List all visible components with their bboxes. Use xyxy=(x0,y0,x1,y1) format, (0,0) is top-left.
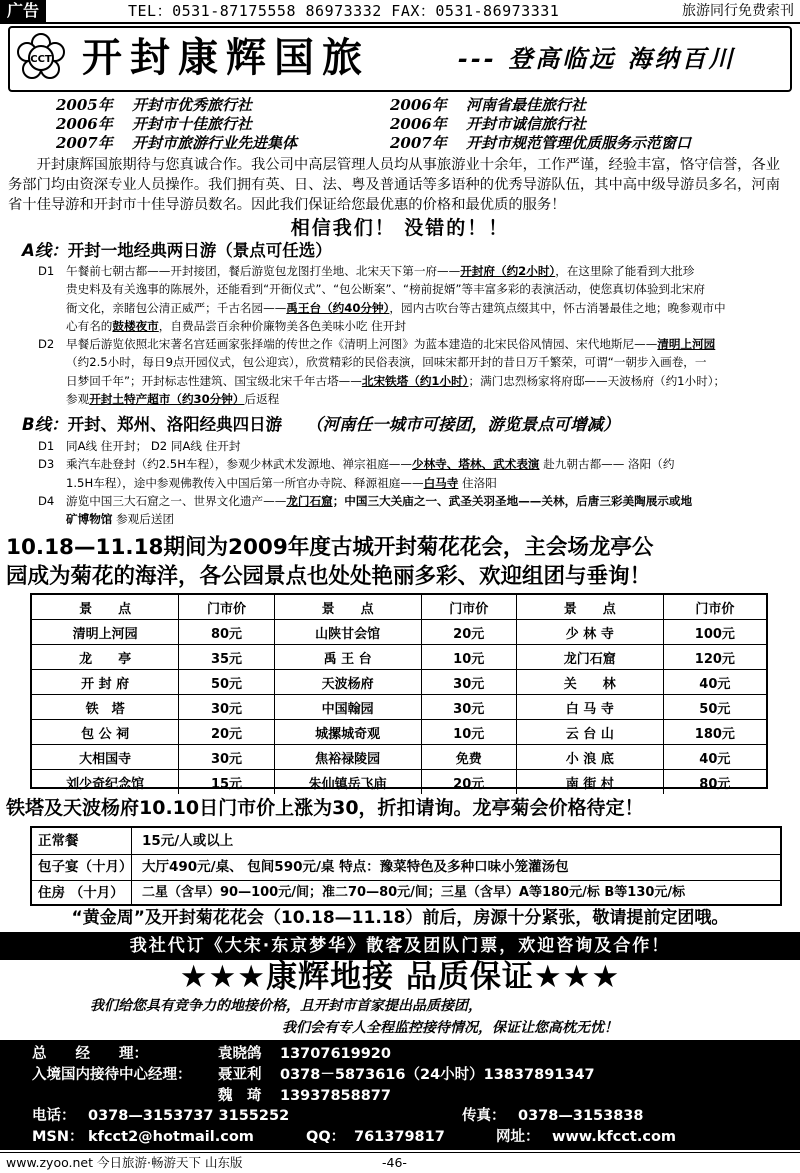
quality-line-2: 我们会有专人全程监控接待情况，保证让您高枕无忧！ xyxy=(282,1020,618,1036)
column-header: 门市价 xyxy=(421,595,516,620)
table-row xyxy=(32,745,766,770)
footer-site: www.zyoo.net 今日旅游·畅游天下 山东版 xyxy=(6,1155,243,1170)
table-cell: 山陕甘会馆 xyxy=(274,620,421,645)
chrysanthemum-line-1: 10.18—11.18期间为2009年度古城开封菊花花会，主会场龙亭公 xyxy=(6,535,654,560)
table-cell: 35元 xyxy=(179,645,274,670)
table-cell: 80元 xyxy=(179,620,274,645)
ad-tag: 广告 xyxy=(0,0,46,22)
meal-value: 15元/人或以上 xyxy=(142,833,234,849)
column-header: 门市价 xyxy=(663,595,766,620)
table-cell: 禹 王 台 xyxy=(274,645,421,670)
banquet-label: 包子宴（十月） xyxy=(32,854,132,880)
itinerary-row: 1.5H车程），途中参观佛教传入中国后第一所官办寺院、释源祖庭——白马寺 住洛阳 xyxy=(66,475,497,490)
itinerary-row: D3 乘汽车赴登封（约2.5H车程），参观少林武术发源地、禅宗祖庭——少林寺、塔林、武术表演 赴九朝古都—— 洛阳（约 xyxy=(38,457,675,472)
fax-label: 传真： xyxy=(462,1108,506,1124)
itinerary-row: 贵史料及有关逸事的陈展外，还能看到“开衙仪式”、“包公断案”、“榜前捉婿”等丰富多彩的表演活动，使您真切体验到北宋府 xyxy=(66,282,705,297)
table-cell: 50元 xyxy=(663,695,766,720)
center-label: 入境国内接待中心经理： xyxy=(32,1067,192,1083)
table-cell: 包 公 祠 xyxy=(32,720,179,745)
contact-block xyxy=(0,1040,800,1150)
agency-ticket-band: 我社代订《大宋·东京梦华》散客及团队门票，欢迎咨询及合作！ xyxy=(0,932,800,960)
msn-value[interactable]: kfcct2@hotmail.com xyxy=(88,1129,254,1145)
table-cell: 40元 xyxy=(663,670,766,695)
table-cell: 龙门石窟 xyxy=(516,645,663,670)
honor-item: 2007年 开封市旅游行业先进集体 xyxy=(56,134,298,152)
itinerary-row: D2 早餐后游览依照北宋著名宫廷画家张择端的传世之作《清明上河图》为蓝本建造的北宋民俗风情园、宋代地斯尼——清明上河园 xyxy=(38,337,716,352)
table-cell: 30元 xyxy=(179,695,274,720)
table-cell: 开 封 府 xyxy=(32,670,179,695)
itinerary-row: D1 同A线 住开封； D2 同A线 住开封 xyxy=(38,439,241,453)
table-cell: 180元 xyxy=(663,720,766,745)
route-a-itinerary xyxy=(38,262,794,408)
column-header: 景 点 xyxy=(516,595,663,620)
table-row xyxy=(32,620,766,645)
website-link[interactable]: www.kfcct.com xyxy=(552,1129,677,1145)
route-b-itinerary xyxy=(38,437,794,528)
itinerary-row: D4 游览中国三大石窟之一、世界文化遗产——龙门石窟；中国三大关庙之一、武圣关羽圣地——关林，后唐三彩美陶展示或地 xyxy=(38,493,693,508)
slogan: --- 登高临远 海纳百川 xyxy=(458,45,736,73)
chrysanthemum-line-2: 园成为菊花的海洋，各公园景点也处处艳丽多彩、欢迎组团与垂询！ xyxy=(6,564,652,589)
tel-fax-line: TEL：0531-87175558 86973332 FAX：0531-86973331 xyxy=(128,2,560,20)
intro-paragraph: 开封康辉国旅期待与您真诚合作。我公司中高层管理人员均从事旅游业十余年，工作严谨，经验丰富，恪守信誉，各业务部门均由资深专业人员操作。我们拥有英、日、法、粤及普通话等多语种的优秀导游队伍，其中高中级导游员多名，河南省十佳导游和开封市十佳导游员数名。因此我们保证给您最优惠的价格和最优质的服务！ xyxy=(8,157,781,213)
table-cell: 50元 xyxy=(179,670,274,695)
honor-item: 2006年 河南省最佳旅行社 xyxy=(390,96,587,114)
table-header-row xyxy=(32,595,766,620)
table-cell: 30元 xyxy=(421,695,516,720)
table-cell: 焦裕禄陵园 xyxy=(274,745,421,770)
itinerary-row: 衙文化，亲睹包公清正威严；千古名园——禹王台（约40分钟），园内古吹台等古建筑点缀其中，怀古消暑最佳之地；晚参观市中 xyxy=(66,300,726,315)
column-header: 门市价 xyxy=(179,595,274,620)
table-cell: 清明上河园 xyxy=(32,620,179,645)
page-number: -46- xyxy=(382,1155,407,1170)
lodging-label: 住房 （十月） xyxy=(32,880,132,906)
table-cell: 10元 xyxy=(421,720,516,745)
table-cell: 15元 xyxy=(179,770,274,795)
table-cell: 城摞城奇观 xyxy=(274,720,421,745)
lodging-row xyxy=(32,880,780,906)
table-row xyxy=(32,720,766,745)
itinerary-row: （约2.5小时，每日9点开园仪式，包公迎宾），欣赏精彩的民俗表演，回味宋都开封的昔日万千繁荣，可谓“一朝步入画卷，一 xyxy=(66,355,707,370)
banquet-value: 大厅490元/桌、 包间590元/桌 特点：豫菜特色及多种口味小笼灌汤包 xyxy=(142,859,569,875)
meal-label: 正常餐 xyxy=(32,828,132,854)
page-footer xyxy=(0,1152,800,1173)
table-cell: 80元 xyxy=(699,776,731,792)
table-cell: 30元 xyxy=(421,670,516,695)
phone-value: 0378—3153737 3155252 xyxy=(88,1108,290,1124)
honor-item: 2007年 开封市规范管理优质服务示范窗口 xyxy=(390,134,692,152)
table-cell: 30元 xyxy=(179,745,274,770)
table-cell: 40元 xyxy=(663,745,766,770)
table-cell: 龙 亭 xyxy=(32,645,179,670)
table-cell: 大相国寺 xyxy=(32,745,179,770)
gm-label: 总 经 理： xyxy=(32,1046,148,1062)
gm-name: 袁晓鸽 xyxy=(218,1046,262,1062)
table-row xyxy=(32,645,766,670)
banquet-row xyxy=(32,854,780,881)
website-label: 网址： xyxy=(496,1129,540,1145)
table-row xyxy=(32,695,766,720)
itinerary-row: D1 午餐前七朝古都——开封接团，餐后游览包龙图打坐地、北宋天下第一府——开封府（约2小时），在这里除了能看到大批珍 xyxy=(38,264,695,278)
center-phone: 0378－5873616（24小时）13837891347 xyxy=(280,1067,595,1083)
qq-label: QQ： xyxy=(306,1129,346,1145)
lodging-value: 二星（含早）90—100元/间；准二70—80元/间；三星（含早）A等180元/标 B等130元/标 xyxy=(142,885,686,900)
table-cell: 关 林 xyxy=(516,670,663,695)
table-cell: 120元 xyxy=(663,645,766,670)
itinerary-row: 矿博物馆 参观后送团 xyxy=(66,512,175,527)
route-a-title: A线：开封一地经典两日游（景点可任选） xyxy=(22,241,332,260)
table-cell: 20元 xyxy=(421,770,516,795)
gm-phone: 13707619920 xyxy=(280,1046,391,1062)
cct-logo-icon xyxy=(16,33,66,83)
honor-item: 2006年 开封市诚信旅行社 xyxy=(390,115,587,133)
table-cell: 朱仙镇岳飞庙 xyxy=(274,770,421,795)
itinerary-row: 参观开封土特产超市（约30分钟）后返程 xyxy=(66,392,280,407)
quality-line-1: 我们给您具有竞争力的地接价格，且开封市首家提出品质接团， xyxy=(90,998,482,1014)
table-row xyxy=(32,770,766,795)
top-bar xyxy=(0,0,800,24)
column-header: 景 点 xyxy=(32,595,179,620)
column-header: 景 点 xyxy=(274,595,421,620)
itinerary-row: 心有名的鼓楼夜市，自费品尝百余种价廉物美各色美味小吃 住开封 xyxy=(66,318,406,333)
table-cell: 20元 xyxy=(179,720,274,745)
table-cell: 少 林 寺 xyxy=(516,620,663,645)
table-row xyxy=(32,670,766,695)
table-cell: 免费 xyxy=(421,745,516,770)
table-cell: 天波杨府 xyxy=(274,670,421,695)
index-title: 旅游同行免费索刊 xyxy=(682,3,794,19)
msn-label: MSN： xyxy=(32,1129,84,1145)
second-contact-name: 魏 琦 xyxy=(218,1088,262,1104)
honor-item: 2006年 开封市十佳旅行社 xyxy=(56,115,253,133)
table-cell: 白 马 寺 xyxy=(516,695,663,720)
honor-item: 2005年 开封市优秀旅行社 xyxy=(56,96,253,114)
honors-list xyxy=(8,96,792,154)
ticket-price-table xyxy=(30,593,768,792)
table-cell: 云 台 山 xyxy=(516,720,663,745)
route-b-title: B线：开封、郑州、洛阳经典四日游 （河南任一城市可接团，游览景点可增减） xyxy=(22,415,620,434)
second-contact-phone: 13937858877 xyxy=(280,1088,391,1104)
table-cell: 刘少奇纪念馆 xyxy=(32,770,179,795)
table-cell: 10元 xyxy=(421,645,516,670)
phone-label: 电话： xyxy=(32,1108,76,1124)
qq-value: 761379817 xyxy=(354,1129,445,1145)
center-name: 聂亚利 xyxy=(218,1067,262,1083)
believe-us-line: 相信我们！ 没错的！！ xyxy=(290,217,510,239)
table-cell: 100元 xyxy=(663,620,766,645)
agency-header xyxy=(8,26,792,92)
price-notice: 铁塔及天波杨府10.10日门市价上涨为30，折扣请询。龙亭菊会价格待定！ xyxy=(6,797,644,819)
brand-name: 开封康辉国旅 xyxy=(82,34,370,81)
fax-value: 0378—3153838 xyxy=(518,1108,644,1124)
svg-text:CCT: CCT xyxy=(30,54,52,65)
meal-row xyxy=(32,828,780,855)
table-cell: 小 浪 底 xyxy=(516,745,663,770)
food-lodging-table xyxy=(30,826,782,906)
itinerary-row: 日梦回千年”；开封标志性建筑、国宝级北宋千年古塔——北宋铁塔（约1小时）；满门忠烈杨家将府邸——天波杨府（约1小时）； xyxy=(66,373,726,388)
table-cell: 南 街 村 xyxy=(516,770,663,795)
quality-guarantee-title: ★★★康辉地接 品质保证★★★ xyxy=(179,959,621,995)
table-cell: 铁 塔 xyxy=(32,695,179,720)
table-cell: 20元 xyxy=(421,620,516,645)
table-cell: 中国翰园 xyxy=(274,695,421,720)
golden-week-notice: “黄金周”及开封菊花花会（10.18—11.18）前后，房源十分紧张，敬请提前定团哦。 xyxy=(71,908,729,928)
